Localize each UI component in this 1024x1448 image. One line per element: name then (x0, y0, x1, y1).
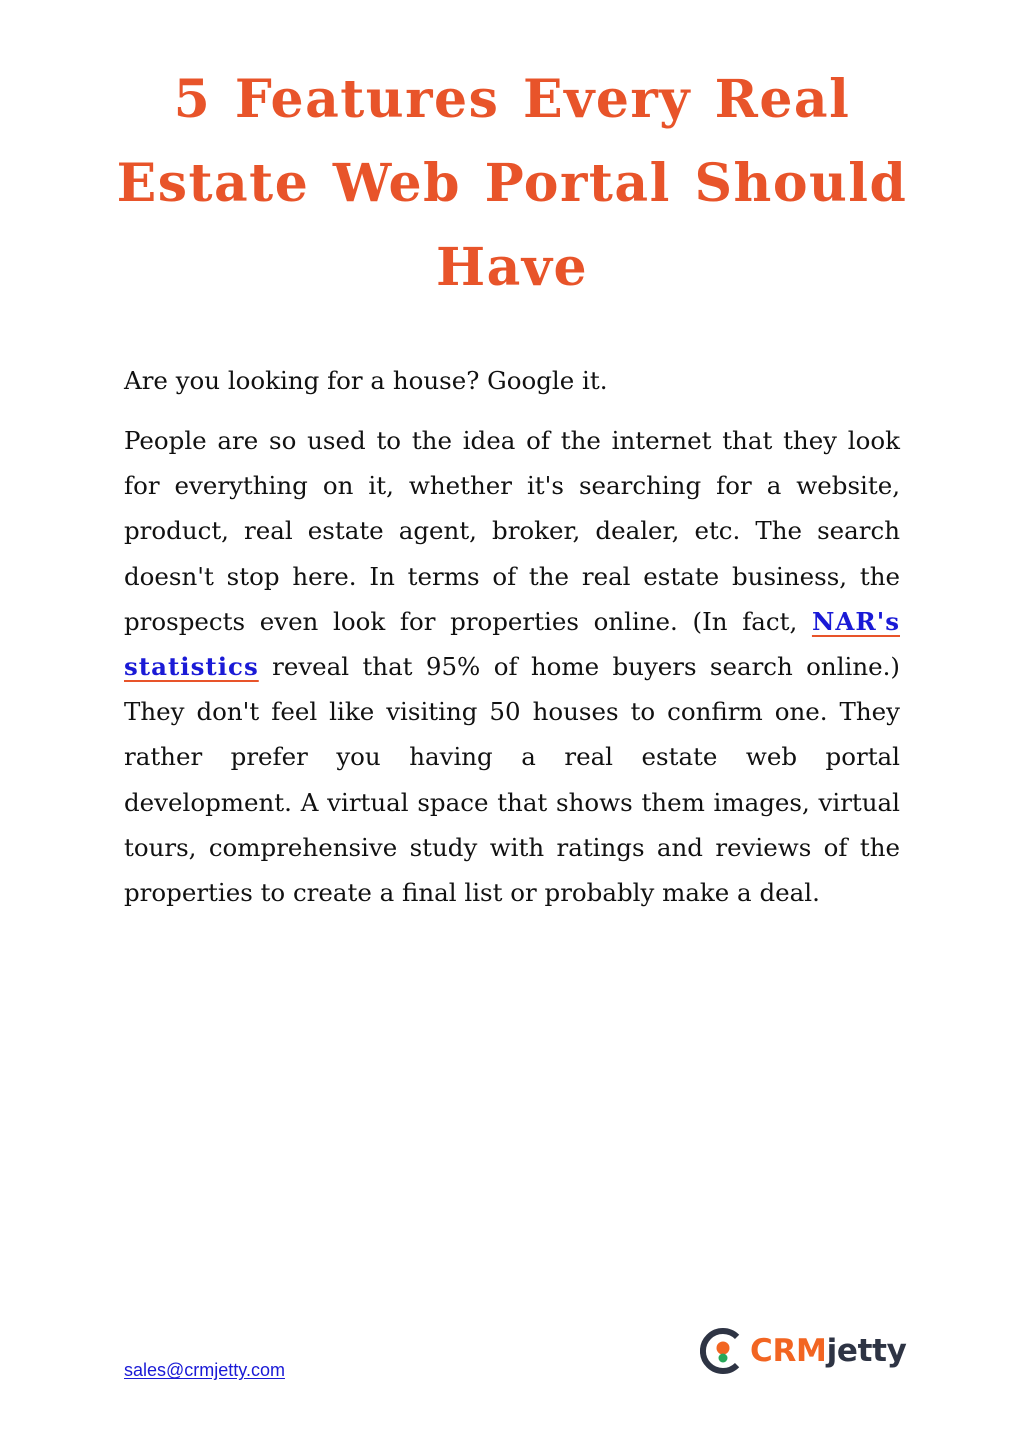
nar-statistics-link[interactable]: NAR's statistics (124, 606, 900, 682)
paragraph-text-after-link: reveal that 95% of home buyers search online.) They don't feel like visiting 50 houses to confirm one. They rather prefer you having a real estate web portal development. A virtual space that shows them images, virtual tours, comprehensive study with ratings and reviews of the properties to create a final list or probably make a deal. (124, 652, 900, 908)
title-line-1: 5 Features Every Real (173, 69, 851, 130)
page-title (100, 58, 924, 310)
intro-paragraph: Are you looking for a house? Google it. (124, 366, 608, 395)
title-line-3: Have (435, 237, 589, 298)
crmjetty-c-logo-icon (700, 1328, 746, 1374)
paragraph-text-before-link: People are so used to the idea of the internet that they look for everything on it, whether it's searching for a website, product, real estate agent, broker, dealer, etc. The search doesn't stop here. In terms of the real estate business, the prospects even look for properties online. (In fact, (124, 426, 900, 636)
article-body (124, 358, 900, 915)
main-paragraph (124, 418, 900, 915)
sales-email-link[interactable]: sales@crmjetty.com (124, 1360, 285, 1380)
logo-text-jetty: jetty (826, 1333, 907, 1369)
logo-text-crm: CRM (750, 1333, 827, 1369)
title-line-2: Estate Web Portal Should (116, 153, 908, 214)
logo-wordmark (750, 1329, 907, 1373)
crmjetty-logo (700, 1325, 907, 1379)
